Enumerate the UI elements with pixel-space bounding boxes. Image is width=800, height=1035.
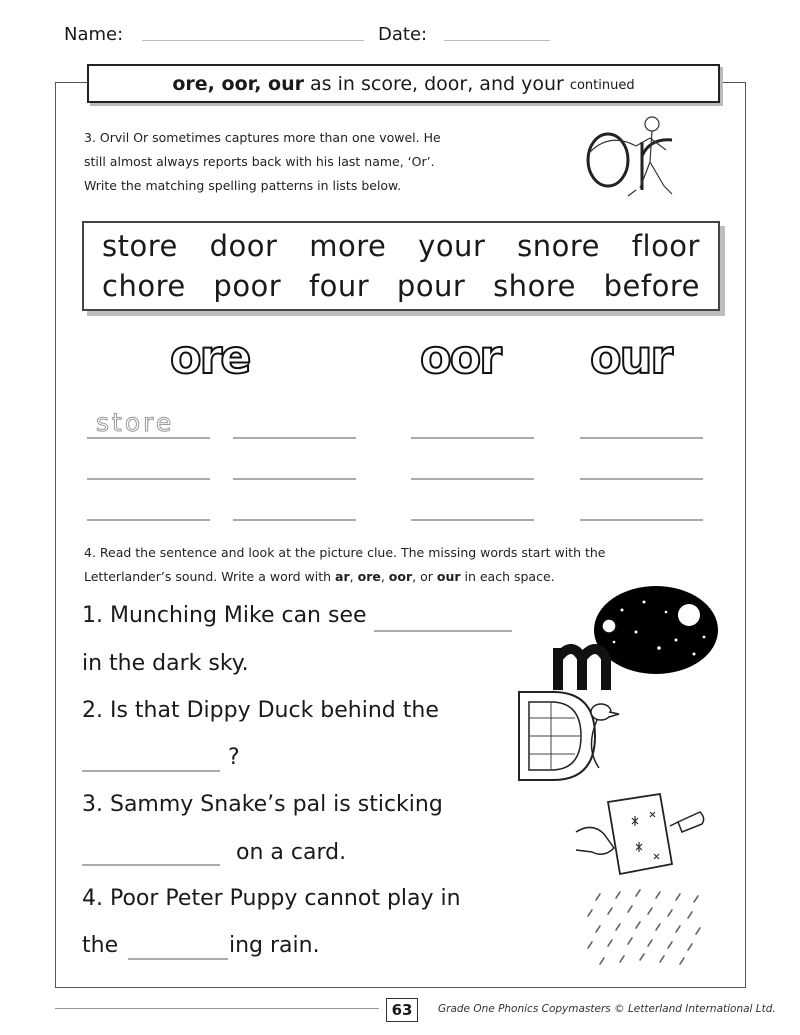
page-number: 63 xyxy=(386,998,418,1022)
door-picture-clue xyxy=(515,688,625,784)
section4-instructions xyxy=(84,541,605,589)
title-patterns: ore, oor, our xyxy=(172,72,304,95)
word-bank-word: four xyxy=(308,269,370,303)
answer-line[interactable] xyxy=(233,519,356,521)
question-2-part-a: 2. Is that Dippy Duck behind the xyxy=(82,698,439,723)
section4-line: 4. Read the sentence and look at the picture clue. The missing words start with the xyxy=(84,545,606,560)
question-3-part-b: on a card. xyxy=(236,840,347,865)
question-4-post: ing rain. xyxy=(229,933,320,958)
example-traced-word: store xyxy=(96,408,175,437)
title-suffix: continued xyxy=(569,78,635,93)
word-bank-word: pour xyxy=(396,269,466,303)
footer-rule xyxy=(55,1008,379,1009)
word-bank-row xyxy=(84,266,718,306)
section3-line: Write the matching spelling patterns in lists below. xyxy=(84,178,402,193)
column-header-our xyxy=(590,330,671,384)
pattern-our-text: our xyxy=(590,330,672,384)
word-bank-word: door xyxy=(209,229,278,263)
question-4-part-a: 4. Poor Peter Puppy cannot play in xyxy=(82,886,461,911)
section4-sep: , or xyxy=(412,569,437,584)
section4-option: our xyxy=(436,569,461,584)
stars-card-picture-clue xyxy=(574,792,708,884)
answer-line[interactable] xyxy=(580,437,703,439)
pattern-oor-text: oor xyxy=(420,330,500,384)
word-bank-word: poor xyxy=(213,269,282,303)
name-field[interactable] xyxy=(142,40,364,41)
pattern-ore-text: ore xyxy=(170,330,250,384)
word-bank-word: store xyxy=(102,229,178,263)
date-label: Date: xyxy=(378,24,428,45)
answer-line[interactable] xyxy=(233,478,356,480)
section3-line: 3. Orvil Or sometimes captures more than one vowel. He xyxy=(84,130,441,145)
question-2-part-b: ? xyxy=(228,745,240,770)
word-bank-word: shore xyxy=(493,269,576,303)
answer-line[interactable] xyxy=(580,519,703,521)
question-3-blank[interactable] xyxy=(82,864,220,866)
section4-option: ar xyxy=(335,569,350,584)
answer-line[interactable] xyxy=(411,478,534,480)
orvil-or-illustration xyxy=(580,112,700,212)
rain-picture-clue xyxy=(580,886,712,972)
section4-text: in each space. xyxy=(460,569,555,584)
answer-line[interactable] xyxy=(411,519,534,521)
footer-credit: Grade One Phonics Copymasters © Letterland International Ltd. xyxy=(438,1003,776,1015)
question-3-part-a: 3. Sammy Snake’s pal is sticking xyxy=(82,792,443,817)
section4-sep: , xyxy=(380,569,389,584)
section4-line xyxy=(84,565,605,589)
section3-instructions xyxy=(84,126,441,198)
answer-line[interactable] xyxy=(87,519,210,521)
section4-sep: , xyxy=(349,569,358,584)
word-bank-word: before xyxy=(603,269,700,303)
moon-stars-picture-clue xyxy=(544,582,722,698)
section4-option: oor xyxy=(388,569,413,584)
question-4-pre: the xyxy=(82,933,119,958)
word-bank-word: chore xyxy=(102,269,186,303)
page-title xyxy=(87,64,720,103)
section3-line: still almost always reports back with his last name, ‘Or’. xyxy=(84,154,435,169)
word-bank-word: snore xyxy=(517,229,601,263)
question-1-part-b: in the dark sky. xyxy=(82,651,249,676)
question-1-part-a: 1. Munching Mike can see xyxy=(82,603,367,628)
column-header-ore xyxy=(170,330,250,384)
word-bank-word: floor xyxy=(631,229,700,263)
word-bank-word: your xyxy=(418,229,486,263)
answer-line[interactable] xyxy=(87,437,210,439)
word-bank-row xyxy=(84,226,718,266)
word-bank xyxy=(82,221,720,311)
answer-line[interactable] xyxy=(580,478,703,480)
answer-line[interactable] xyxy=(87,478,210,480)
answer-line[interactable] xyxy=(411,437,534,439)
section4-option: ore xyxy=(357,569,381,584)
question-2-blank[interactable] xyxy=(82,770,220,772)
name-label: Name: xyxy=(64,24,124,45)
title-rest: as in score, door, and your xyxy=(310,72,564,95)
question-4-blank[interactable] xyxy=(128,958,228,960)
section4-text: Letterlander’s sound. Write a word with xyxy=(84,569,336,584)
question-1-blank[interactable] xyxy=(374,630,512,632)
column-header-oor xyxy=(420,330,500,384)
answer-line[interactable] xyxy=(233,437,356,439)
word-bank-word: more xyxy=(309,229,387,263)
date-field[interactable] xyxy=(444,40,550,41)
